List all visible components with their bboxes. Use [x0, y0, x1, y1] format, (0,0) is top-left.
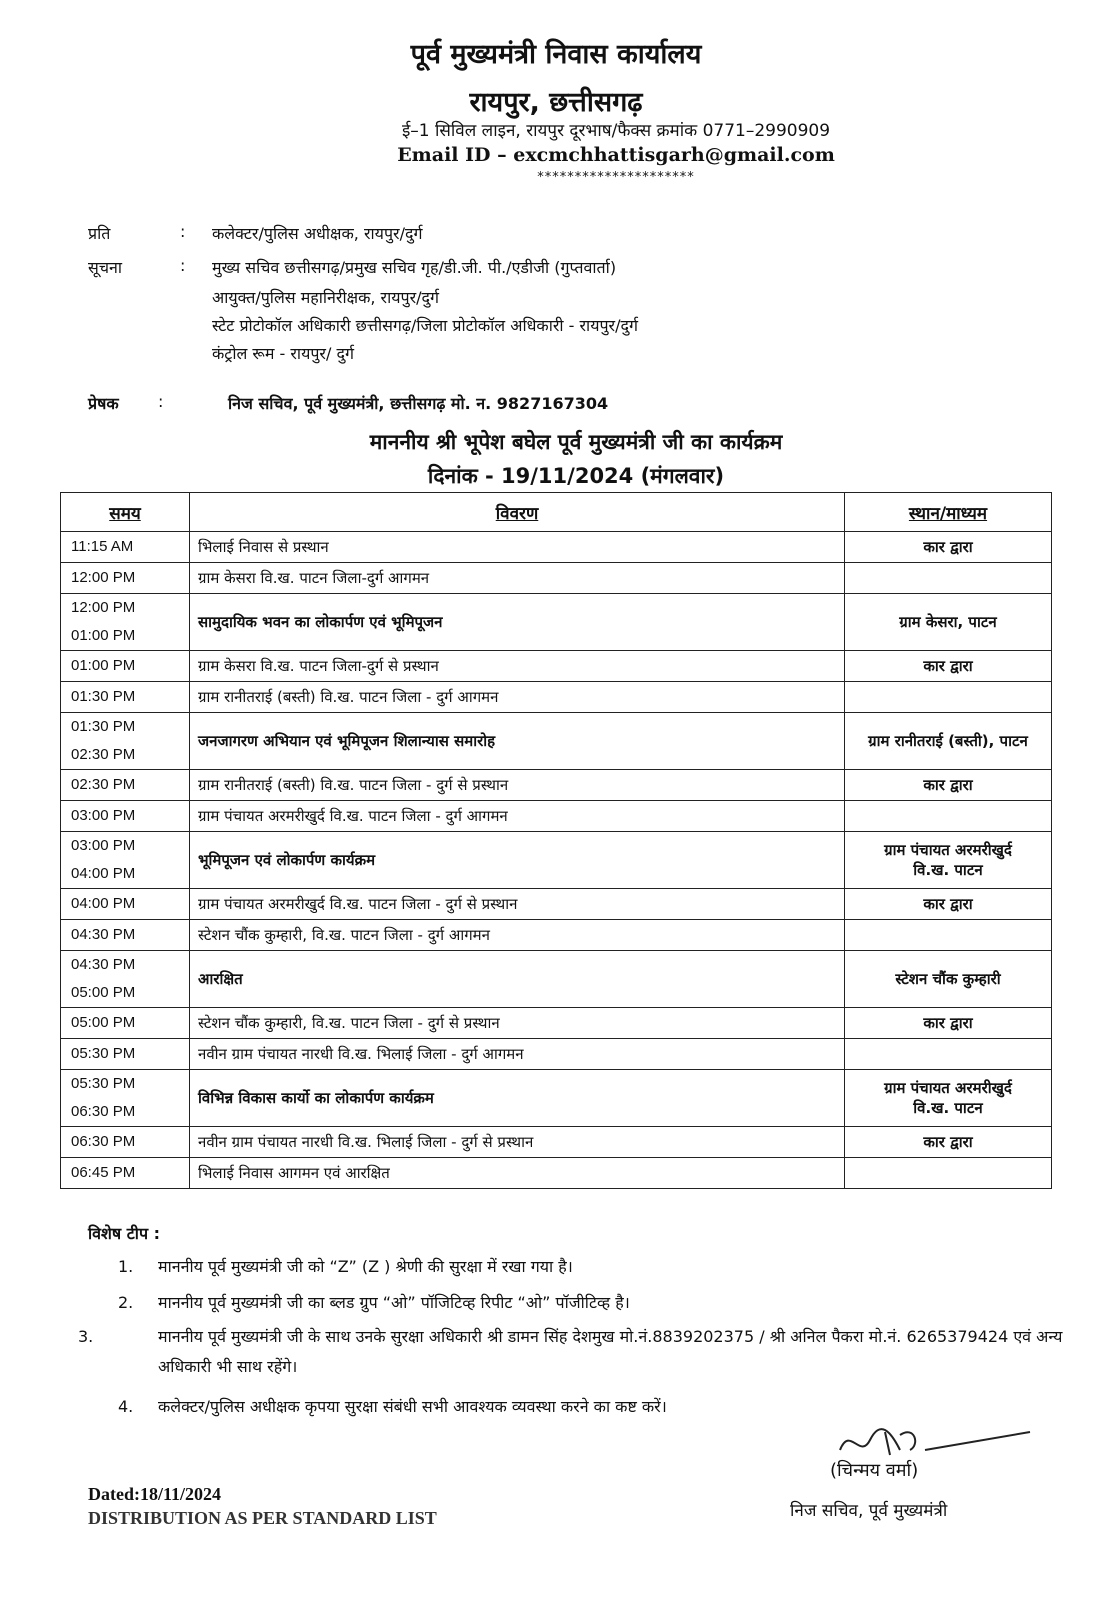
row-place	[845, 1158, 1052, 1189]
program-title: माननीय श्री भूपेश बघेल पूर्व मुख्यमंत्री जी का कार्यक्रम	[369, 430, 783, 454]
row-place: कार द्वारा	[845, 1127, 1052, 1158]
notes-heading: विशेष टीप :	[88, 1224, 161, 1243]
row-time: 04:30 PM 05:00 PM	[61, 951, 190, 1008]
row-details: ग्राम रानीतराई (बस्ती) वि.ख. पाटन जिला - दुर्ग से प्रस्थान	[190, 770, 845, 801]
table-row	[61, 1008, 1052, 1039]
row-time: 05:30 PM 06:30 PM	[61, 1070, 190, 1127]
table-row	[61, 1158, 1052, 1189]
row-place: ग्राम रानीतराई (बस्ती), पाटन	[845, 713, 1052, 770]
signatory-name: (चिन्मय वर्मा)	[830, 1460, 919, 1481]
row-time: 03:00 PM	[61, 801, 190, 832]
row-time: 12:00 PM 01:00 PM	[61, 594, 190, 651]
table-header-row	[61, 493, 1052, 532]
row-time: 04:00 PM	[61, 889, 190, 920]
row-place: ग्राम केसरा, पाटन	[845, 594, 1052, 651]
distribution-line: DISTRIBUTION AS PER STANDARD LIST	[88, 1508, 437, 1528]
to-value: कलेक्टर/पुलिस अधीक्षक, रायपुर/दुर्ग	[212, 224, 423, 243]
row-time: 06:30 PM	[61, 1127, 190, 1158]
row-place	[845, 1039, 1052, 1070]
info-label: सूचना	[88, 258, 123, 277]
info-line: स्टेट प्रोटोकॉल अधिकारी छत्तीसगढ़/जिला प्रोटोकॉल अधिकारी - रायपुर/दुर्ग	[212, 316, 638, 335]
header-time: समय	[61, 493, 190, 532]
note-text: माननीय पूर्व मुख्यमंत्री जी को “Z” (Z ) श्रेणी की सुरक्षा में रखा गया है।	[158, 1257, 573, 1276]
to-colon: :	[180, 222, 186, 241]
row-details: भूमिपूजन एवं लोकार्पण कार्यक्रम	[190, 832, 845, 889]
row-place: स्टेशन चौंक कुम्हारी	[845, 951, 1052, 1008]
header-details: विवरण	[190, 493, 845, 532]
row-place: कार द्वारा	[845, 1008, 1052, 1039]
dated-line: Dated:18/11/2024	[88, 1484, 221, 1504]
row-time: 02:30 PM	[61, 770, 190, 801]
table-row	[61, 889, 1052, 920]
note-item	[118, 1252, 1068, 1282]
row-details: स्टेशन चौंक कुम्हारी, वि.ख. पाटन जिला - दुर्ग से प्रस्थान	[190, 1008, 845, 1039]
row-place: ग्राम पंचायत अरमरीखुर्द वि.ख. पाटन	[845, 832, 1052, 889]
table-row	[61, 651, 1052, 682]
office-city: रायपुर, छत्तीसगढ़	[469, 87, 643, 118]
row-time: 01:30 PM 02:30 PM	[61, 713, 190, 770]
office-email: Email ID – excmchhattisgarh@gmail.com	[397, 144, 835, 166]
program-date: दिनांक - 19/11/2024 (मंगलवार)	[427, 464, 725, 488]
row-time: 05:30 PM	[61, 1039, 190, 1070]
info-line: आयुक्त/पुलिस महानिरीक्षक, रायपुर/दुर्ग	[212, 288, 440, 307]
row-details: आरक्षित	[190, 951, 845, 1008]
schedule-table	[60, 492, 1052, 1189]
row-time: 01:00 PM	[61, 651, 190, 682]
row-place: कार द्वारा	[845, 651, 1052, 682]
note-text: कलेक्टर/पुलिस अधीक्षक कृपया सुरक्षा संबंधी सभी आवश्यक व्यवस्था करने का कष्ट करें।	[158, 1397, 667, 1416]
row-place	[845, 801, 1052, 832]
row-place: कार द्वारा	[845, 889, 1052, 920]
note-number: 1.	[118, 1257, 134, 1276]
sender-value: निज सचिव, पूर्व मुख्यमंत्री, छत्तीसगढ़ मो. न. 9827167304	[228, 394, 609, 413]
table-row	[61, 1070, 1052, 1127]
table-row	[61, 1127, 1052, 1158]
note-number: 4.	[118, 1397, 134, 1416]
row-details: नवीन ग्राम पंचायत नारधी वि.ख. भिलाई जिला - दुर्ग आगमन	[190, 1039, 845, 1070]
office-address: ई–1 सिविल लाइन, रायपुर दूरभाष/फैक्स क्रमांक 0771–2990909	[401, 121, 831, 141]
row-time: 06:45 PM	[61, 1158, 190, 1189]
signatory-designation: निज सचिव, पूर्व मुख्यमंत्री	[790, 1501, 948, 1521]
row-details: भिलाई निवास आगमन एवं आरक्षित	[190, 1158, 845, 1189]
sender-colon: :	[158, 392, 164, 411]
table-row	[61, 832, 1052, 889]
row-details: विभिन्न विकास कार्यो का लोकार्पण कार्यक्रम	[190, 1070, 845, 1127]
table-row	[61, 682, 1052, 713]
info-colon: :	[180, 256, 186, 275]
row-details: सामुदायिक भवन का लोकार्पण एवं भूमिपूजन	[190, 594, 845, 651]
note-item	[118, 1392, 1068, 1422]
table-row	[61, 563, 1052, 594]
row-details: नवीन ग्राम पंचायत नारधी वि.ख. भिलाई जिला - दुर्ग से प्रस्थान	[190, 1127, 845, 1158]
row-place	[845, 563, 1052, 594]
to-label: प्रति	[88, 224, 111, 243]
row-place: कार द्वारा	[845, 532, 1052, 563]
row-details: ग्राम केसरा वि.ख. पाटन जिला-दुर्ग आगमन	[190, 563, 845, 594]
sender-label: प्रेषक	[88, 394, 119, 413]
row-place	[845, 682, 1052, 713]
row-details: जनजागरण अभियान एवं भूमिपूजन शिलान्यास समारोह	[190, 713, 845, 770]
row-details: ग्राम पंचायत अरमरीखुर्द वि.ख. पाटन जिला - दुर्ग से प्रस्थान	[190, 889, 845, 920]
row-time: 12:00 PM	[61, 563, 190, 594]
office-title: पूर्व मुख्यमंत्री निवास कार्यालय	[410, 39, 702, 70]
table-row	[61, 770, 1052, 801]
note-item	[78, 1322, 1068, 1382]
row-time: 05:00 PM	[61, 1008, 190, 1039]
table-row	[61, 532, 1052, 563]
row-time: 04:30 PM	[61, 920, 190, 951]
row-place	[845, 920, 1052, 951]
row-time: 03:00 PM 04:00 PM	[61, 832, 190, 889]
row-details: ग्राम केसरा वि.ख. पाटन जिला-दुर्ग से प्रस्थान	[190, 651, 845, 682]
note-text: माननीय पूर्व मुख्यमंत्री जी के साथ उनके सुरक्षा अधिकारी श्री डामन सिंह देशमुख मो.नं.8839202375 / श्री अनिल पैकरा मो.नं. 6265379424 एवं अन्य अधिकारी भी साथ रहेंगे।	[158, 1327, 1063, 1376]
row-details: भिलाई निवास से प्रस्थान	[190, 532, 845, 563]
row-details: स्टेशन चौंक कुम्हारी, वि.ख. पाटन जिला - दुर्ग आगमन	[190, 920, 845, 951]
note-text: माननीय पूर्व मुख्यमंत्री जी का ब्लड ग्रुप “ओ” पॉजिटिव्ह रिपीट “ओ” पॉजीटिव्ह है।	[158, 1293, 630, 1312]
table-row	[61, 594, 1052, 651]
note-number: 3.	[78, 1327, 94, 1346]
row-details: ग्राम पंचायत अरमरीखुर्द वि.ख. पाटन जिला - दुर्ग आगमन	[190, 801, 845, 832]
note-item	[118, 1288, 1068, 1318]
table-row	[61, 801, 1052, 832]
separator-stars: *********************	[537, 170, 695, 185]
row-details: ग्राम रानीतराई (बस्ती) वि.ख. पाटन जिला - दुर्ग आगमन	[190, 682, 845, 713]
note-number: 2.	[118, 1293, 134, 1312]
info-line: कंट्रोल रूम - रायपुर/ दुर्ग	[212, 344, 354, 363]
info-line: मुख्य सचिव छत्तीसगढ़/प्रमुख सचिव गृह/डी.जी. पी./एडीजी (गुप्तवार्ता)	[212, 258, 617, 277]
row-place: ग्राम पंचायत अरमरीखुर्द वि.ख. पाटन	[845, 1070, 1052, 1127]
table-row	[61, 713, 1052, 770]
table-row	[61, 951, 1052, 1008]
row-time: 11:15 AM	[61, 532, 190, 563]
row-time: 01:30 PM	[61, 682, 190, 713]
header-place: स्थान/माध्यम	[845, 493, 1052, 532]
row-place: कार द्वारा	[845, 770, 1052, 801]
table-row	[61, 1039, 1052, 1070]
table-row	[61, 920, 1052, 951]
